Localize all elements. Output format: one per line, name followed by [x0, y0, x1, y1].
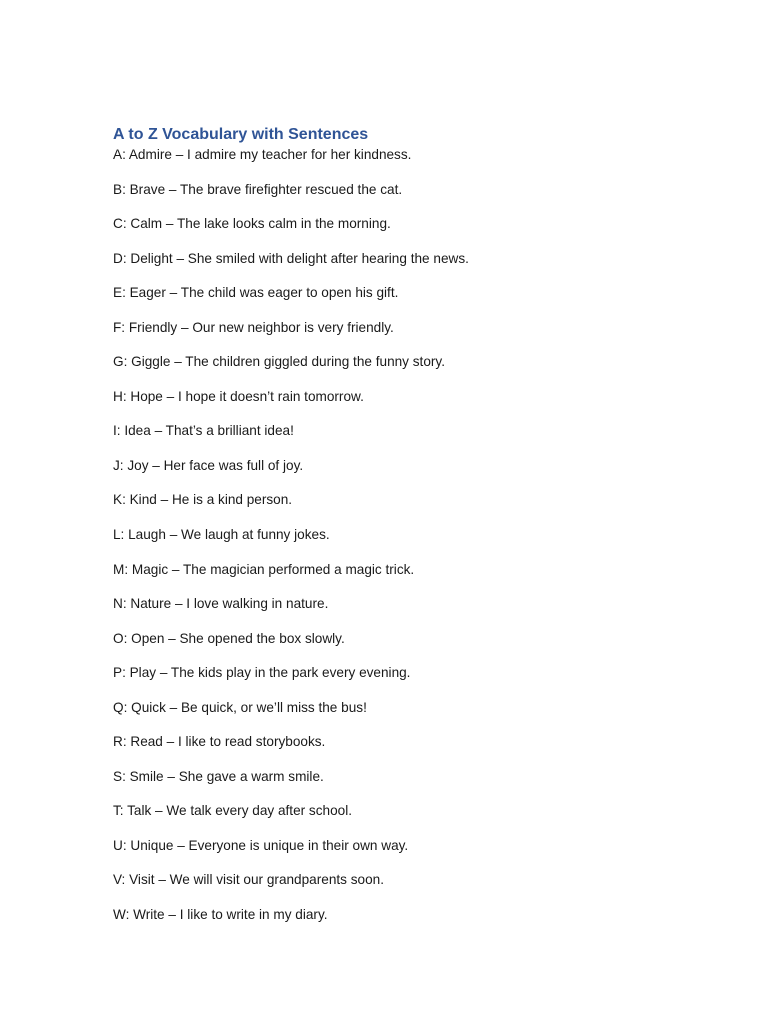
vocabulary-entry-e: E: Eager – The child was eager to open his gift. [113, 285, 399, 301]
vocabulary-entry-i: I: Idea – That’s a brilliant idea! [113, 423, 294, 439]
vocabulary-entry-s: S: Smile – She gave a warm smile. [113, 768, 324, 784]
vocabulary-entry-l: L: Laugh – We laugh at funny jokes. [113, 527, 330, 543]
vocabulary-entry-p: P: Play – The kids play in the park every evening. [113, 665, 411, 681]
vocabulary-entry-o: O: Open – She opened the box slowly. [113, 630, 345, 646]
vocabulary-entry-f: F: Friendly – Our new neighbor is very friendly. [113, 319, 394, 335]
vocabulary-entry-t: T: Talk – We talk every day after school. [113, 803, 353, 819]
vocabulary-entry-j: J: Joy – Her face was full of joy. [113, 457, 304, 473]
vocabulary-entry-h: H: Hope – I hope it doesn’t rain tomorrow. [113, 388, 364, 404]
vocabulary-entry-k: K: Kind – He is a kind person. [113, 492, 293, 508]
vocabulary-entry-v: V: Visit – We will visit our grandparents soon. [113, 872, 384, 888]
vocabulary-entry-d: D: Delight – She smiled with delight after hearing the news. [113, 250, 469, 266]
vocabulary-entry-u: U: Unique – Everyone is unique in their own way. [113, 837, 409, 853]
vocabulary-entry-q: Q: Quick – Be quick, or we’ll miss the bus! [113, 699, 367, 715]
vocabulary-entry-a: A: Admire – I admire my teacher for her kindness. [113, 147, 412, 162]
vocabulary-entry-b: B: Brave – The brave firefighter rescued the cat. [113, 181, 403, 197]
vocabulary-entry-w: W: Write – I like to write in my diary. [113, 907, 328, 923]
vocabulary-entry-c: C: Calm – The lake looks calm in the morning. [113, 216, 391, 232]
vocabulary-entry-g: G: Giggle – The children giggled during the funny story. [113, 354, 445, 370]
document-body [113, 124, 713, 924]
vocabulary-entry-m: M: Magic – The magician performed a magic trick. [113, 561, 415, 577]
document-title: A to Z Vocabulary with Sentences [113, 126, 369, 143]
vocabulary-entry-n: N: Nature – I love walking in nature. [113, 596, 329, 612]
vocabulary-entry-r: R: Read – I like to read storybooks. [113, 734, 326, 750]
vocabulary-list [113, 146, 713, 924]
